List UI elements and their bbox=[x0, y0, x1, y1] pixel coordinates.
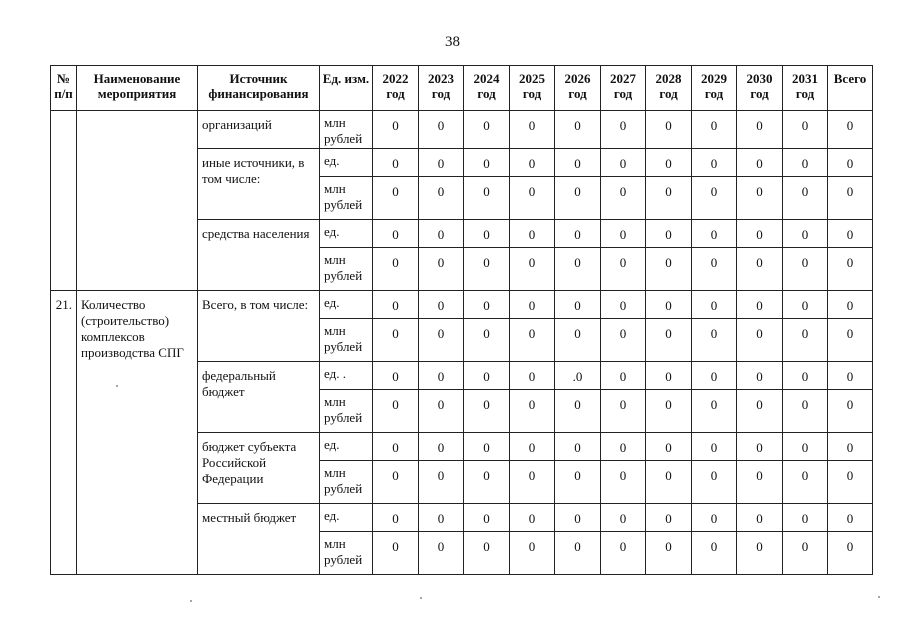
year-value-cell: 0 bbox=[419, 291, 464, 319]
year-value-cell: 0 bbox=[555, 248, 601, 291]
year-value-cell: 0 bbox=[783, 149, 828, 177]
year-value-cell: 0 bbox=[646, 532, 692, 575]
year-value-cell: 0 bbox=[373, 319, 419, 362]
unit-cell: млн рублей bbox=[320, 532, 373, 575]
year-value-cell: 0 bbox=[510, 461, 555, 504]
year-value-cell: 0 bbox=[601, 111, 646, 149]
year-value-cell: 0 bbox=[692, 532, 737, 575]
unit-cell: млн рублей bbox=[320, 248, 373, 291]
year-value-cell: 0 bbox=[692, 461, 737, 504]
year-value-cell: 0 bbox=[464, 111, 510, 149]
col-header-year: 2029 год bbox=[692, 66, 737, 111]
year-value-cell: 0 bbox=[601, 362, 646, 390]
table-row bbox=[51, 111, 873, 149]
row-number-cell bbox=[51, 111, 77, 291]
total-value-cell: 0 bbox=[828, 177, 873, 220]
year-value-cell: 0 bbox=[692, 433, 737, 461]
year-value-cell: 0 bbox=[783, 433, 828, 461]
year-value-cell: 0 bbox=[555, 149, 601, 177]
funding-source-cell: местный бюджет bbox=[198, 504, 320, 575]
year-value-cell: 0 bbox=[464, 248, 510, 291]
scan-speck bbox=[420, 597, 422, 599]
unit-cell: млн рублей bbox=[320, 177, 373, 220]
year-value-cell: 0 bbox=[373, 220, 419, 248]
year-value-cell: 0 bbox=[692, 504, 737, 532]
year-value-cell: 0 bbox=[692, 220, 737, 248]
year-value-cell: 0 bbox=[373, 504, 419, 532]
year-value-cell: 0 bbox=[510, 433, 555, 461]
year-value-cell: 0 bbox=[737, 433, 783, 461]
year-value-cell: 0 bbox=[373, 149, 419, 177]
year-value-cell: 0 bbox=[419, 319, 464, 362]
year-value-cell: 0 bbox=[419, 362, 464, 390]
year-value-cell: 0 bbox=[646, 177, 692, 220]
year-value-cell: 0 bbox=[737, 291, 783, 319]
year-value-cell: 0 bbox=[692, 390, 737, 433]
year-value-cell: 0 bbox=[419, 111, 464, 149]
year-value-cell: 0 bbox=[692, 248, 737, 291]
row-number-cell: 21. bbox=[51, 291, 77, 575]
year-value-cell: 0 bbox=[464, 461, 510, 504]
year-value-cell: 0 bbox=[737, 149, 783, 177]
year-value-cell: 0 bbox=[555, 220, 601, 248]
year-value-cell: 0 bbox=[373, 248, 419, 291]
year-value-cell: 0 bbox=[373, 390, 419, 433]
year-value-cell: 0 bbox=[510, 291, 555, 319]
year-value-cell: 0 bbox=[555, 433, 601, 461]
unit-cell: ед. bbox=[320, 220, 373, 248]
year-value-cell: 0 bbox=[555, 390, 601, 433]
unit-cell: млн рублей bbox=[320, 390, 373, 433]
col-header-year: 2030 год bbox=[737, 66, 783, 111]
year-value-cell: 0 bbox=[373, 362, 419, 390]
year-value-cell: 0 bbox=[464, 291, 510, 319]
year-value-cell: 0 bbox=[737, 532, 783, 575]
year-value-cell: 0 bbox=[510, 362, 555, 390]
year-value-cell: 0 bbox=[783, 111, 828, 149]
year-value-cell: 0 bbox=[510, 319, 555, 362]
year-value-cell: 0 bbox=[419, 177, 464, 220]
year-value-cell: 0 bbox=[373, 111, 419, 149]
col-header-source: Источник финансирования bbox=[198, 66, 320, 111]
year-value-cell: 0 bbox=[373, 532, 419, 575]
year-value-cell: 0 bbox=[737, 220, 783, 248]
year-value-cell: 0 bbox=[646, 149, 692, 177]
year-value-cell: 0 bbox=[510, 390, 555, 433]
year-value-cell: 0 bbox=[419, 532, 464, 575]
year-value-cell: 0 bbox=[419, 149, 464, 177]
col-header-year: 2023 год bbox=[419, 66, 464, 111]
year-value-cell: 0 bbox=[783, 220, 828, 248]
year-value-cell: 0 bbox=[464, 220, 510, 248]
year-value-cell: 0 bbox=[419, 220, 464, 248]
unit-cell: ед. . bbox=[320, 362, 373, 390]
total-value-cell: 0 bbox=[828, 461, 873, 504]
year-value-cell: 0 bbox=[510, 220, 555, 248]
year-value-cell: 0 bbox=[783, 504, 828, 532]
year-value-cell: 0 bbox=[783, 248, 828, 291]
funding-table bbox=[50, 65, 873, 575]
year-value-cell: 0 bbox=[373, 461, 419, 504]
page-number: 38 bbox=[445, 34, 460, 50]
year-value-cell: 0 bbox=[555, 291, 601, 319]
year-value-cell: 0 bbox=[373, 433, 419, 461]
total-value-cell: 0 bbox=[828, 149, 873, 177]
funding-source-cell: бюджет субъекта Российской Федерации bbox=[198, 433, 320, 504]
year-value-cell: 0 bbox=[555, 461, 601, 504]
year-value-cell: 0 bbox=[601, 433, 646, 461]
year-value-cell: 0 bbox=[601, 220, 646, 248]
year-value-cell: 0 bbox=[419, 433, 464, 461]
col-header-year: 2024 год bbox=[464, 66, 510, 111]
unit-cell: млн рублей bbox=[320, 111, 373, 149]
year-value-cell: 0 bbox=[737, 362, 783, 390]
year-value-cell: 0 bbox=[737, 461, 783, 504]
scan-speck bbox=[116, 385, 118, 387]
year-value-cell: 0 bbox=[646, 504, 692, 532]
year-value-cell: 0 bbox=[601, 390, 646, 433]
year-value-cell: 0 bbox=[555, 111, 601, 149]
year-value-cell: 0 bbox=[601, 319, 646, 362]
activity-name-cell bbox=[77, 111, 198, 291]
year-value-cell: 0 bbox=[419, 248, 464, 291]
year-value-cell: 0 bbox=[373, 291, 419, 319]
col-header-unit: Ед. изм. bbox=[320, 66, 373, 111]
year-value-cell: 0 bbox=[419, 461, 464, 504]
total-value-cell: 0 bbox=[828, 291, 873, 319]
total-value-cell: 0 bbox=[828, 532, 873, 575]
year-value-cell: 0 bbox=[646, 291, 692, 319]
scan-speck bbox=[190, 600, 192, 602]
unit-cell: ед. bbox=[320, 149, 373, 177]
year-value-cell: 0 bbox=[646, 248, 692, 291]
col-header-year: 2028 год bbox=[646, 66, 692, 111]
year-value-cell: 0 bbox=[464, 362, 510, 390]
year-value-cell: 0 bbox=[737, 504, 783, 532]
year-value-cell: 0 bbox=[692, 149, 737, 177]
unit-cell: ед. bbox=[320, 504, 373, 532]
year-value-cell: 0 bbox=[783, 177, 828, 220]
year-value-cell: 0 bbox=[601, 177, 646, 220]
funding-source-cell: федеральный бюджет bbox=[198, 362, 320, 433]
year-value-cell: 0 bbox=[419, 390, 464, 433]
year-value-cell: 0 bbox=[510, 149, 555, 177]
year-value-cell: 0 bbox=[601, 149, 646, 177]
total-value-cell: 0 bbox=[828, 390, 873, 433]
col-header-year: 2026 год bbox=[555, 66, 601, 111]
col-header-year: 2031 год bbox=[783, 66, 828, 111]
year-value-cell: 0 bbox=[783, 390, 828, 433]
funding-source-cell: иные источники, в том числе: bbox=[198, 149, 320, 220]
year-value-cell: 0 bbox=[783, 532, 828, 575]
table-row bbox=[51, 291, 873, 319]
year-value-cell: 0 bbox=[646, 362, 692, 390]
year-value-cell: 0 bbox=[783, 319, 828, 362]
year-value-cell: 0 bbox=[464, 433, 510, 461]
total-value-cell: 0 bbox=[828, 248, 873, 291]
year-value-cell: 0 bbox=[510, 504, 555, 532]
funding-source-cell: Всего, в том числе: bbox=[198, 291, 320, 362]
funding-source-cell: организаций bbox=[198, 111, 320, 149]
year-value-cell: 0 bbox=[464, 149, 510, 177]
total-value-cell: 0 bbox=[828, 362, 873, 390]
year-value-cell: 0 bbox=[555, 177, 601, 220]
year-value-cell: 0 bbox=[555, 532, 601, 575]
year-value-cell: 0 bbox=[692, 177, 737, 220]
activity-name-cell: Количество (строительство) комплексов производства СПГ bbox=[77, 291, 198, 575]
year-value-cell: 0 bbox=[510, 248, 555, 291]
year-value-cell: 0 bbox=[373, 177, 419, 220]
year-value-cell: 0 bbox=[737, 248, 783, 291]
unit-cell: млн рублей bbox=[320, 319, 373, 362]
year-value-cell: 0 bbox=[737, 319, 783, 362]
year-value-cell: .0 bbox=[555, 362, 601, 390]
year-value-cell: 0 bbox=[737, 111, 783, 149]
year-value-cell: 0 bbox=[783, 461, 828, 504]
year-value-cell: 0 bbox=[510, 532, 555, 575]
col-header-name: Наименование мероприятия bbox=[77, 66, 198, 111]
year-value-cell: 0 bbox=[464, 319, 510, 362]
year-value-cell: 0 bbox=[601, 291, 646, 319]
year-value-cell: 0 bbox=[555, 319, 601, 362]
year-value-cell: 0 bbox=[646, 319, 692, 362]
total-value-cell: 0 bbox=[828, 111, 873, 149]
total-value-cell: 0 bbox=[828, 220, 873, 248]
unit-cell: ед. bbox=[320, 433, 373, 461]
year-value-cell: 0 bbox=[464, 177, 510, 220]
year-value-cell: 0 bbox=[692, 111, 737, 149]
year-value-cell: 0 bbox=[646, 461, 692, 504]
scan-speck bbox=[878, 596, 880, 598]
unit-cell: ед. bbox=[320, 291, 373, 319]
col-header-no: № п/п bbox=[51, 66, 77, 111]
year-value-cell: 0 bbox=[555, 504, 601, 532]
year-value-cell: 0 bbox=[737, 177, 783, 220]
year-value-cell: 0 bbox=[692, 291, 737, 319]
year-value-cell: 0 bbox=[692, 362, 737, 390]
year-value-cell: 0 bbox=[646, 433, 692, 461]
year-value-cell: 0 bbox=[783, 291, 828, 319]
year-value-cell: 0 bbox=[646, 220, 692, 248]
year-value-cell: 0 bbox=[646, 111, 692, 149]
year-value-cell: 0 bbox=[419, 504, 464, 532]
col-header-total: Всего bbox=[828, 66, 873, 111]
year-value-cell: 0 bbox=[601, 532, 646, 575]
col-header-year: 2022 год bbox=[373, 66, 419, 111]
year-value-cell: 0 bbox=[510, 111, 555, 149]
year-value-cell: 0 bbox=[646, 390, 692, 433]
year-value-cell: 0 bbox=[692, 319, 737, 362]
header-row bbox=[51, 66, 873, 111]
year-value-cell: 0 bbox=[510, 177, 555, 220]
funding-source-cell: средства населения bbox=[198, 220, 320, 291]
year-value-cell: 0 bbox=[601, 504, 646, 532]
total-value-cell: 0 bbox=[828, 319, 873, 362]
year-value-cell: 0 bbox=[464, 504, 510, 532]
total-value-cell: 0 bbox=[828, 504, 873, 532]
year-value-cell: 0 bbox=[464, 390, 510, 433]
year-value-cell: 0 bbox=[601, 461, 646, 504]
year-value-cell: 0 bbox=[783, 362, 828, 390]
unit-cell: млн рублей bbox=[320, 461, 373, 504]
total-value-cell: 0 bbox=[828, 433, 873, 461]
year-value-cell: 0 bbox=[601, 248, 646, 291]
col-header-year: 2025 год bbox=[510, 66, 555, 111]
year-value-cell: 0 bbox=[464, 532, 510, 575]
col-header-year: 2027 год bbox=[601, 66, 646, 111]
year-value-cell: 0 bbox=[737, 390, 783, 433]
